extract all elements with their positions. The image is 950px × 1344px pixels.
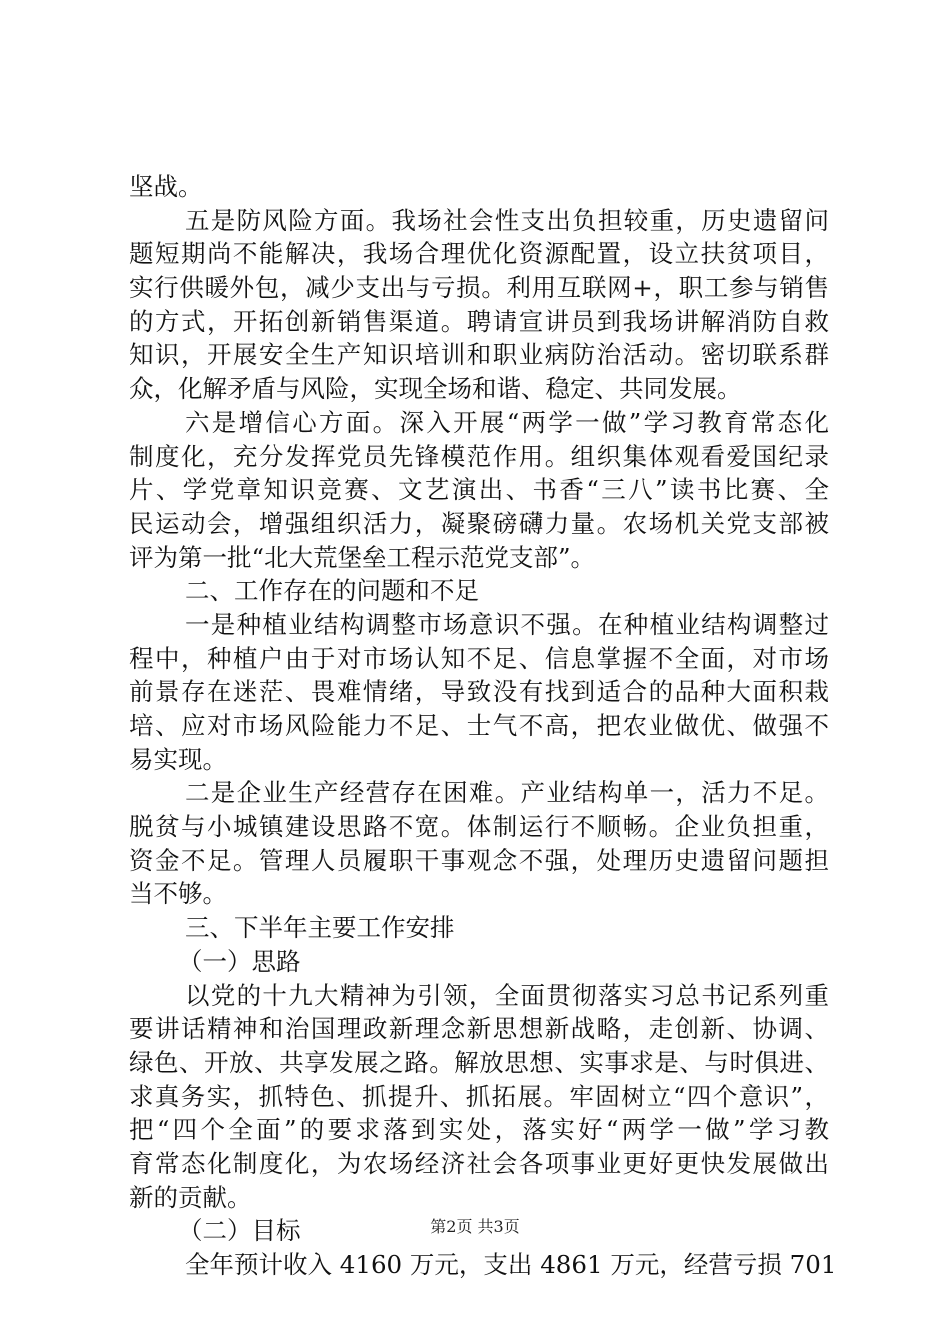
paragraph-line: 六是增信心方面。深入开展“两学一做”学习教育常态化 — [185, 407, 829, 437]
subsection-heading: （一）思路 — [178, 946, 301, 976]
paragraph-line: 实行供暖外包，减少支出与亏损。利用互联网+，职工参与销售 — [129, 273, 829, 303]
paragraph-line: 知识，开展安全生产知识培训和职业病防治活动。密切联系群 — [129, 340, 829, 370]
paragraph-line: 民运动会，增强组织活力，凝聚磅礴力量。农场机关党支部被 — [129, 508, 829, 538]
paragraph-line: 全年预计收入 4160 万元，支出 4861 万元，经营亏损 701 — [185, 1250, 837, 1279]
paragraph-line: 求真务实，抓特色、抓提升、抓拓展。牢固树立“四个意识”， — [129, 1081, 829, 1111]
document-body — [129, 170, 837, 1282]
paragraph-line: 片、学党章知识竞赛、文艺演出、书香“三八”读书比赛、全 — [129, 475, 829, 505]
paragraph-line: 易实现。 — [129, 744, 227, 774]
subsection-heading: （二）目标 — [178, 1216, 301, 1246]
section-heading: 二、工作存在的问题和不足 — [185, 576, 479, 606]
paragraph-line: 坚战。 — [129, 172, 203, 201]
paragraph-line: 培、应对市场风险能力不足、士气不高，把农业做优、做强不 — [129, 711, 829, 740]
paragraph-line: 五是防风险方面。我场社会性支出负担较重，历史遗留问 — [185, 205, 829, 235]
paragraph-line: 以党的十九大精神为引领，全面贯彻落实习总书记系列重 — [185, 980, 829, 1010]
paragraph-line: 众，化解矛盾与风险，实现全场和谐、稳定、共同发展。 — [129, 374, 742, 404]
section-heading: 三、下半年主要工作安排 — [185, 913, 455, 943]
paragraph-line: 把“四个全面”的要求落到实处，落实好“两学一做”学习教 — [129, 1115, 829, 1145]
paragraph-line: 育常态化制度化，为农场经济社会各项事业更好更快发展做出 — [129, 1148, 829, 1178]
paragraph-line: 程中，种植户由于对市场认知不足、信息掌握不全面，对市场 — [129, 643, 829, 673]
paragraph-line: 要讲话精神和治国理政新理念新思想新战略，走创新、协调、 — [129, 1014, 829, 1044]
page-number-label: 第2页 共3页 — [430, 1217, 520, 1236]
paragraph-line: 的方式，开拓创新销售渠道。聘请宣讲员到我场讲解消防自救 — [129, 306, 829, 336]
page-footer — [0, 1214, 950, 1237]
paragraph-line: 当不够。 — [129, 879, 227, 909]
paragraph-line: 资金不足。管理人员履职干事观念不强，处理历史遗留问题担 — [129, 845, 829, 875]
paragraph-line: 绿色、开放、共享发展之路。解放思想、实事求是、与时俱进、 — [129, 1047, 829, 1077]
paragraph-line: 制度化，充分发挥党员先锋模范作用。组织集体观看爱国纪录 — [129, 441, 829, 471]
paragraph-line: 脱贫与小城镇建设思路不宽。体制运行不顺畅。企业负担重， — [129, 812, 829, 842]
paragraph-line: 前景存在迷茫、畏难情绪，导致没有找到适合的品种大面积栽 — [129, 677, 829, 707]
paragraph-line: 二是企业生产经营存在困难。产业结构单一，活力不足。 — [185, 778, 829, 808]
paragraph-line: 题短期尚不能解决，我场合理优化资源配置，设立扶贫项目， — [129, 239, 829, 269]
paragraph-line: 评为第一批“北大荒堡垒工程示范党支部”。 — [129, 542, 596, 572]
paragraph-line: 新的贡献。 — [129, 1182, 252, 1212]
paragraph-line: 一是种植业结构调整市场意识不强。在种植业结构调整过 — [185, 609, 829, 639]
